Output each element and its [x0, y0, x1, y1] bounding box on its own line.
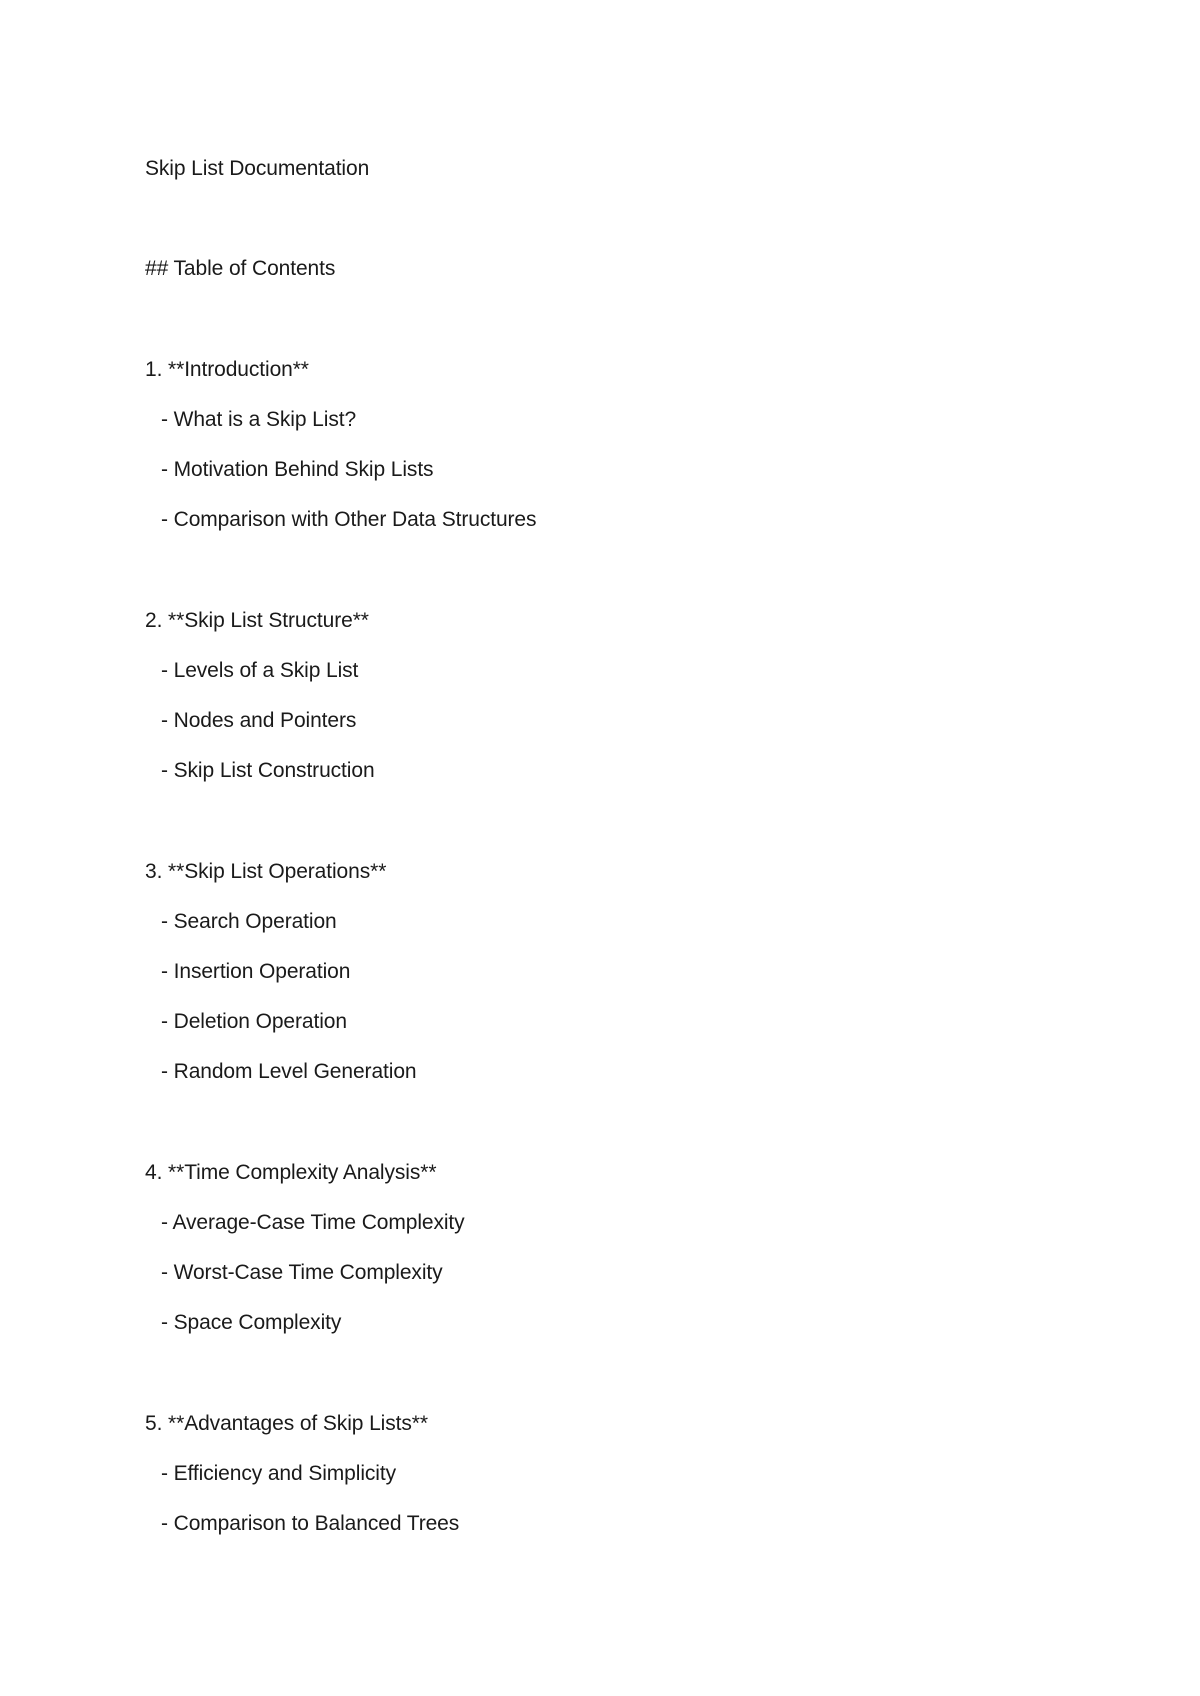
toc-item: - Insertion Operation [161, 960, 351, 983]
document-title: Skip List Documentation [145, 157, 370, 180]
toc-item: - Deletion Operation [161, 1010, 347, 1034]
toc-item: - Worst-Case Time Complexity [161, 1261, 443, 1285]
blank-line [145, 796, 1105, 846]
blank-line [145, 546, 1105, 596]
toc-item: - Comparison to Balanced Trees [161, 1512, 460, 1536]
toc-item: - Skip List Construction [161, 759, 375, 783]
toc-item: - Motivation Behind Skip Lists [161, 458, 434, 482]
toc-item: - Random Level Generation [161, 1060, 417, 1084]
toc-item: - Efficiency and Simplicity [161, 1461, 396, 1485]
section-heading-advantages: 5. **Advantages of Skip Lists** [145, 1411, 428, 1435]
section-heading-operations: 3. **Skip List Operations** [145, 859, 387, 883]
toc-item: - Space Complexity [161, 1311, 342, 1335]
blank-line [145, 1349, 1105, 1399]
toc-item: - Nodes and Pointers [161, 709, 357, 733]
blank-line [145, 1098, 1105, 1148]
section-heading-introduction: 1. **Introduction** [145, 357, 309, 381]
blank-line [145, 194, 1105, 244]
section-heading-complexity: 4. **Time Complexity Analysis** [145, 1160, 437, 1184]
toc-item: - Search Operation [161, 909, 337, 933]
toc-item: - Levels of a Skip List [161, 658, 359, 682]
section-heading-structure: 2. **Skip List Structure** [145, 608, 369, 632]
toc-item: - Comparison with Other Data Structures [161, 508, 537, 532]
document-body [145, 144, 1105, 1549]
toc-heading: ## Table of Contents [145, 257, 336, 281]
blank-line [145, 295, 1105, 345]
toc-item: - What is a Skip List? [161, 407, 357, 431]
toc-item: - Average-Case Time Complexity [161, 1210, 465, 1234]
